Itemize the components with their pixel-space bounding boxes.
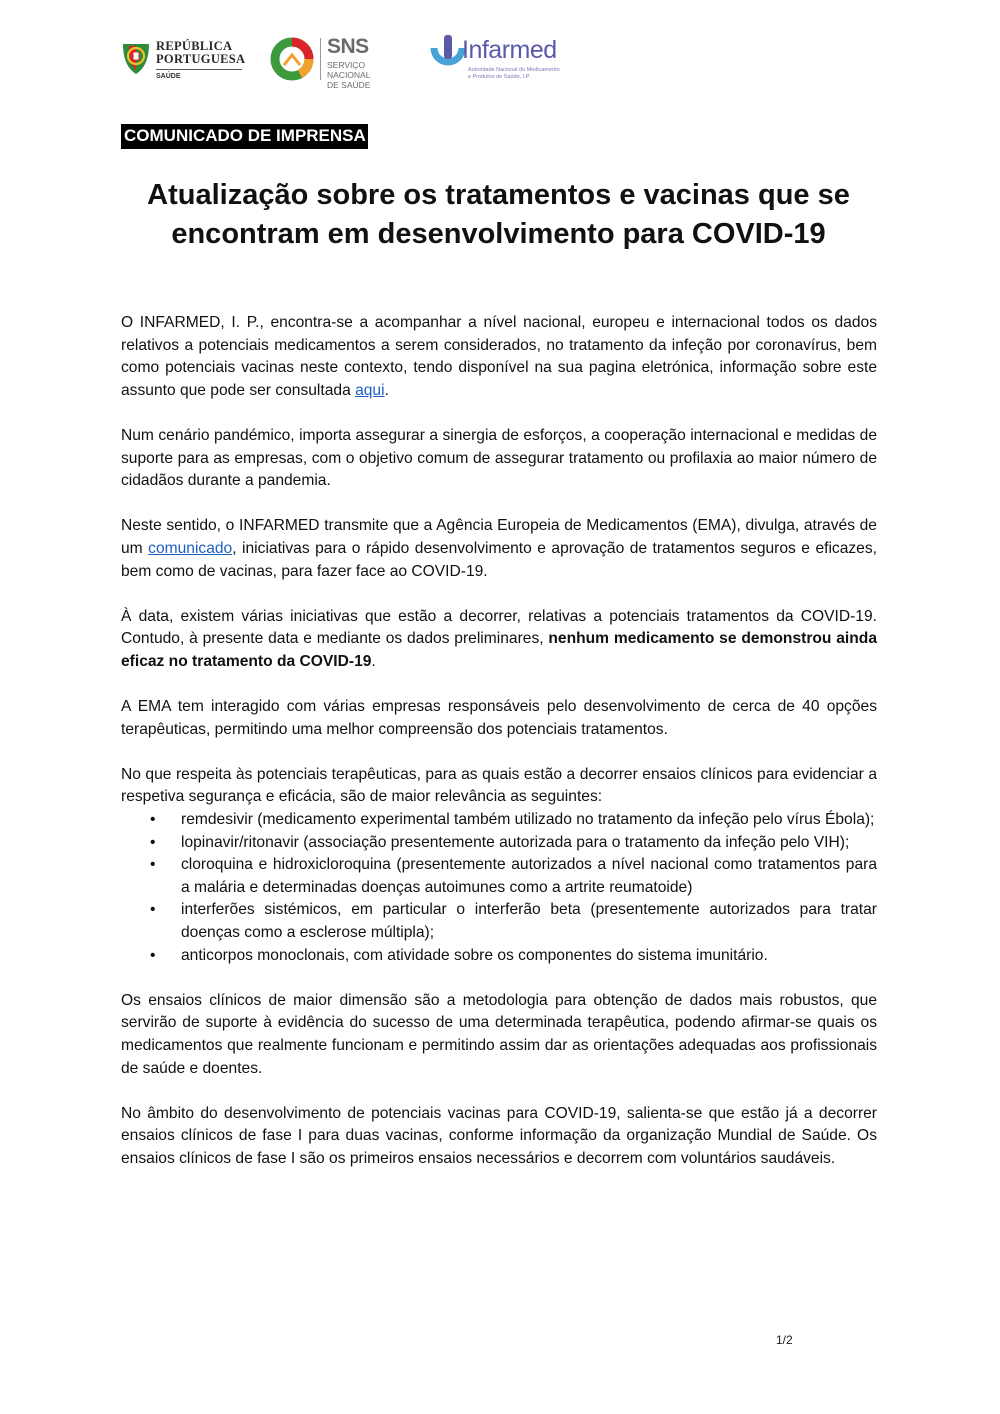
paragraph-1-end: . (384, 381, 389, 399)
paragraph-1 (121, 312, 877, 402)
title-line1: Atualização sobre os tratamentos e vacinas que se (147, 179, 850, 211)
paragraph-4-text: À data, existem várias iniciativas que estão a decorrer, relativas a potenciais tratamentos da COVID-19. Contudo, à presente data e mediante os dados preliminares, (121, 607, 877, 648)
sns-divider (320, 38, 321, 80)
republica-text (156, 40, 245, 66)
paragraph-3-text: Neste sentido, o INFARMED transmite que a Agência Europeia de Medicamentos (EMA), divulga, através de um (121, 517, 877, 557)
bullet-icon: • (150, 811, 156, 829)
republica-line1: REPÚBLICA (156, 39, 233, 53)
list-item (121, 854, 877, 899)
paragraph-3-end: , iniciativas para o rápido desenvolvimento e aprovação de tratamentos seguros e eficazes, bem como de vacinas, para fazer face ao COVID-19. (121, 539, 877, 580)
paragraph-5: A EMA tem interagido com várias empresas responsáveis pelo desenvolvimento de cerca de 40 opções terapêuticas, permitindo uma melhor compreensão dos potenciais tratamentos. (121, 698, 877, 738)
comunicado-link[interactable]: comunicado (148, 539, 233, 557)
republica-subtitle: SAÚDE (156, 73, 181, 80)
paragraph-8: No âmbito do desenvolvimento de potenciais vacinas para COVID-19, salienta-se que estão já a decorrer ensaios clínicos de fase I para duas vacinas, conforme informação da organização Mundial de Saúde. Os ensaios clínicos de fase I são os primeiros ensaios necessários e decorrem com voluntários saudáveis. (121, 1104, 877, 1167)
republica-portuguesa-logo (120, 38, 245, 88)
paragraph-1-text: O INFARMED, I. P., encontra-se a acompanhar a nível nacional, europeu e internacional todos os dados relativos a potenciais medicamentos a serem considerados, no tratamento da infeção por coronavírus, bem como potenciais vacinas neste contexto, tendo disponível na sua pagina eletrónica, informação sobre este assunto que pode ser consultada (121, 314, 877, 399)
sns-ring-icon (270, 37, 314, 81)
republica-rule (156, 69, 242, 70)
paragraph-4 (121, 606, 877, 674)
list-item (121, 945, 877, 968)
treatments-list (121, 809, 877, 967)
list-item (121, 809, 877, 832)
republica-line2: PORTUGUESA (156, 52, 246, 66)
paragraph-3 (121, 515, 877, 583)
infarmed-drop-icon (430, 34, 466, 72)
list-item (121, 899, 877, 944)
bullet-icon: • (150, 833, 156, 851)
infarmed-logo (430, 32, 575, 90)
document-title (120, 176, 877, 254)
document-body (121, 312, 877, 1193)
paragraph-4-end: . (371, 652, 376, 670)
list-item-text: interferões sistémicos, em particular o interferão beta (presentemente autorizados para tratar doenças como a esclerose múltipla); (181, 901, 877, 942)
portugal-emblem-icon (120, 40, 152, 76)
sns-title: SNS (327, 35, 369, 58)
bullet-icon: • (150, 901, 156, 919)
list-item-text: remdesivir (medicamento experimental também utilizado no tratamento da infeção pelo vírus Ébola); (181, 811, 875, 829)
sns-sub-line1: SERVIÇO NACIONAL (327, 60, 371, 80)
bullet-icon: • (150, 856, 156, 874)
infarmed-sub-line2: e Produtos de Saúde, I.P. (468, 74, 531, 80)
paragraph-4-emphasis: nenhum medicamento se demonstrou ainda eficaz no tratamento da COVID-19 (121, 630, 877, 670)
infarmed-title: Infarmed (462, 36, 557, 64)
list-item-text: lopinavir/ritonavir (associação presentemente autorizada para o tratamento da infeção pelo VIH); (181, 833, 850, 851)
paragraph-7: Os ensaios clínicos de maior dimensão são a metodologia para obtenção de dados mais robustos, que servirão de suporte à evidência do sucesso de uma determinada terapêutica, podendo afirmar-se quais os medicamentos que realmente funcionam e permitindo assim dar as orientações adequadas aos profissionais de saúde e doentes. (121, 991, 877, 1077)
list-item-text: anticorpos monoclonais, com atividade sobre os componentes do sistema imunitário. (181, 946, 768, 964)
bullet-icon: • (150, 946, 156, 964)
list-item-text: cloroquina e hidroxicloroquina (presentemente autorizados a nível nacional como tratamentos para a malária e determinadas doenças autoimunes como a artrite reumatoide) (181, 856, 877, 896)
title-line2: encontram em desenvolvimento para COVID-19 (171, 218, 826, 250)
list-item (121, 832, 877, 855)
paragraph-2: Num cenário pandémico, importa assegurar a sinergia de esforços, a cooperação internacional e medidas de suporte para as empresas, com o objetivo comum de assegurar tratamento ou profilaxia ao maior número de cidadãos durante a pandemia. (121, 426, 877, 490)
infarmed-subtitle (468, 67, 560, 81)
press-release-label: COMUNICADO DE IMPRENSA (121, 124, 368, 149)
sns-sub-line2: DE SAÚDE (327, 80, 371, 90)
sns-logo (270, 34, 405, 88)
infarmed-sub-line1: Autoridade Nacional do Medicamento (468, 67, 560, 73)
paragraph-6-intro: No que respeita às potenciais terapêuticas, para as quais estão a decorrer ensaios clínicos para evidenciar a respetiva segurança e eficácia, são de maior relevância as seguintes: (121, 765, 877, 806)
aqui-link[interactable]: aqui (355, 381, 385, 399)
header-logos (120, 30, 580, 90)
page-number: 1/2 (776, 1333, 793, 1347)
sns-subtitle (327, 60, 405, 90)
